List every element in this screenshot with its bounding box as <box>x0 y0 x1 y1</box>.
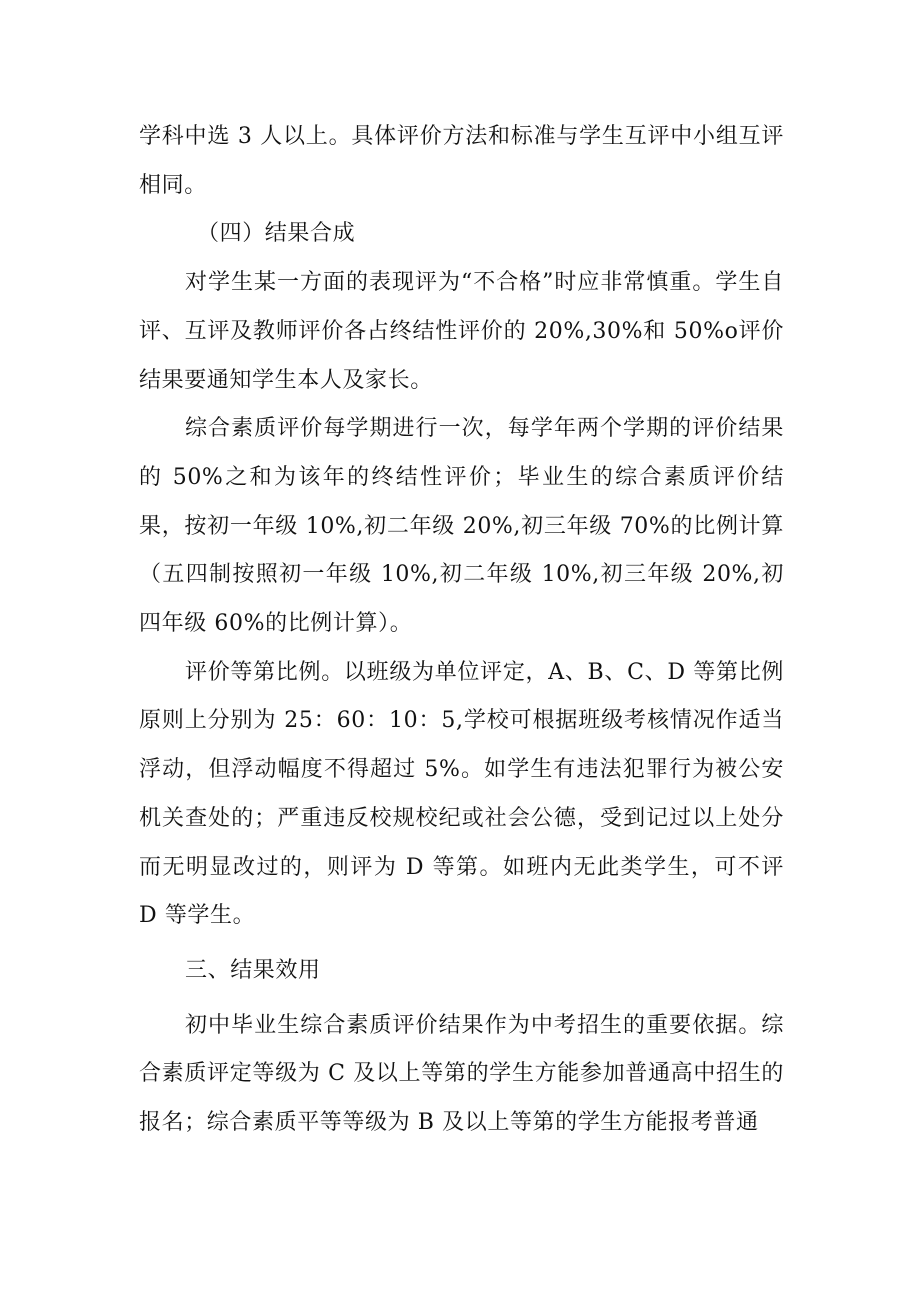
paragraph-grade-ratio: 评价等第比例。以班级为单位评定，A、B、C、D 等第比例原则上分别为 25：60：10：5,学校可根据班级考核情况作适当浮动，但浮动幅度不得超过 5%。如学生有违法犯罪行为被公安机关查处的；严重违反校规校纪或社会公德，受到记过以上处分而无明显改过的，则评为 D 等第。如班内无此类学生，可不评 D 等学生。 <box>139 659 784 929</box>
paragraph-continuation: 学科中选 3 人以上。具体评价方法和标准与学生互评中小组互评相同。 <box>139 124 784 198</box>
paragraph-evaluation-frequency: 综合素质评价每学期进行一次，每学年两个学期的评价结果的 50%之和为该年的终结性评价；毕业生的综合素质评价结果，按初一年级 10%,初二年级 20%,初三年级 70%的比例计算（五四制按照初一年级 10%,初二年级 10%,初三年级 20%,初四年级 60%的比例计算）。 <box>139 416 784 637</box>
document-page <box>139 113 784 1148</box>
section-heading-results-synthesis: （四）结果合成 <box>197 221 356 247</box>
section-heading-result-utility: 三、结果效用 <box>185 957 321 983</box>
paragraph-unqualified-rating: 对学生某一方面的表现评为“不合格”时应非常慎重。学生自评、互评及教师评价各占终结性评价的 20%,30%和 50%o评价结果要通知学生本人及家长。 <box>139 270 784 393</box>
paragraph-result-utility: 初中毕业生综合素质评价结果作为中考招生的重要依据。综合素质评定等级为 C 及以上等第的学生方能参加普通高中招生的报名；综合素质平等等级为 B 及以上等第的学生方能报考普通 <box>139 1012 784 1136</box>
